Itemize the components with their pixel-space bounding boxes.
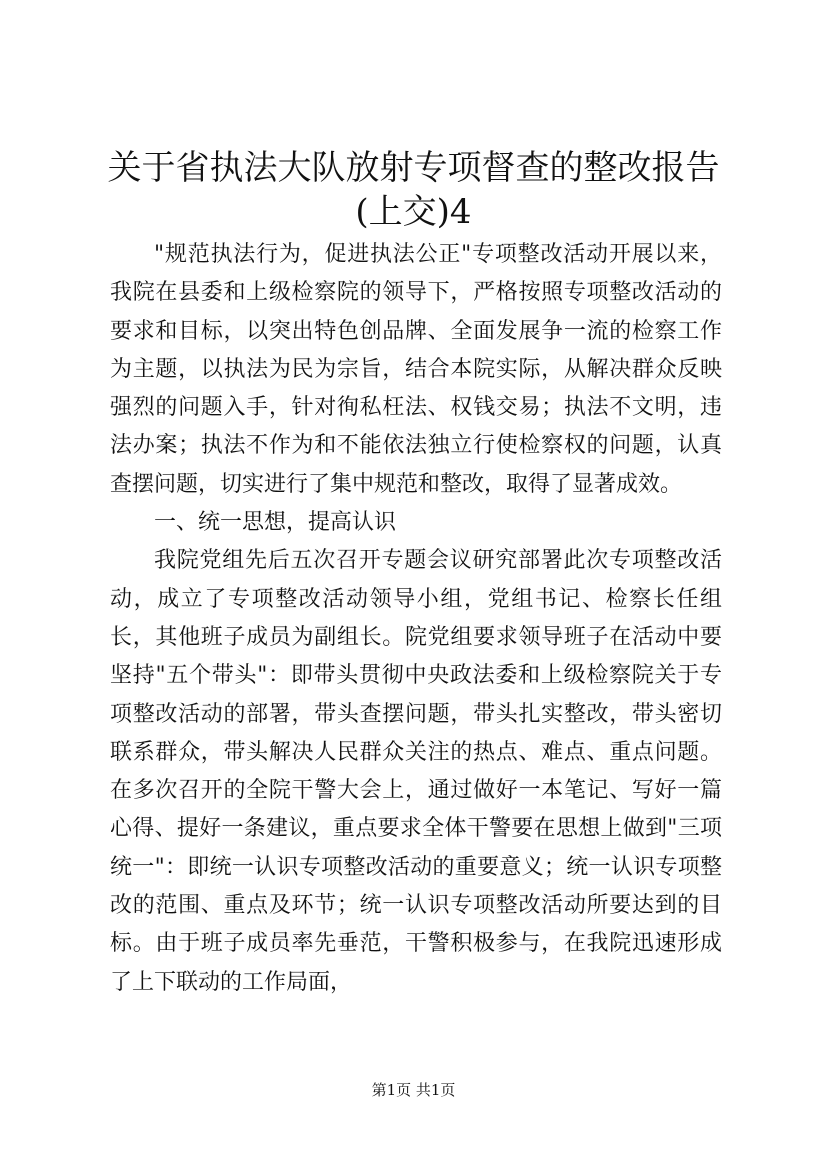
paragraph-section-1: 我院党组先后五次召开专题会议研究部署此次专项整改活动，成立了专项整改活动领导小组，党组书记、检察长任组长，其他班子成员为副组长。院党组要求领导班子在活动中要坚持"五个带头"：即带头贯彻中央政法委和上级检察院关于专项整改活动的部署，带头查摆问题，带头扎实整改，带头密切联系群众，带头解决人民群众关注的热点、难点、重点问题。在多次召开的全院干警大会上，通过做好一本笔记、写好一篇心得、提好一条建议，重点要求全体干警要在思想上做到"三项统一"：即统一认识专项整改活动的重要意义；统一认识专项整改的范围、重点及环节；统一认识专项整改活动所要达到的目标。由于班子成员率先垂范，干警积极参与，在我院迅速形成了上下联动的工作局面，: [110, 548, 722, 995]
paragraph-intro: "规范执法行为，促进执法公正"专项整改活动开展以来，我院在县委和上级检察院的领导下，严格按照专项整改活动的要求和目标，以突出特色创品牌、全面发展争一流的检察工作为主题，以执法为民为宗旨，结合本院实际，从解决群众反映强烈的问题入手，针对徇私枉法、权钱交易；执法不文明，违法办案；执法不作为和不能依法独立行使检察权的问题，认真查摆问题，切实进行了集中规范和整改，取得了显著成效。: [110, 242, 722, 497]
section-heading-1: 一、统一思想，提高认识: [154, 510, 397, 536]
page-footer: 第1页 共1页: [371, 1081, 456, 1099]
document-title: 关于省执法大队放射专项督查的整改报告(上交)4: [107, 148, 720, 232]
document-body: [110, 236, 722, 1002]
